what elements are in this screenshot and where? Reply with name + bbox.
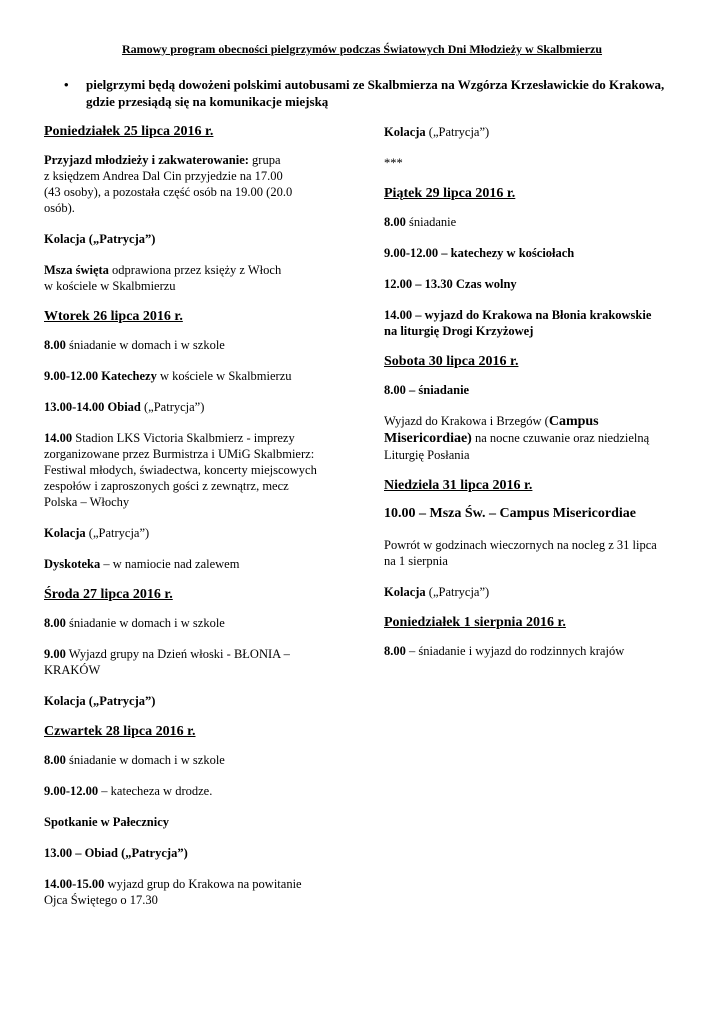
supper-entry: Kolacja („Patrycja”) (384, 585, 490, 599)
supper-entry: Kolacja („Patrycja”) (384, 125, 490, 139)
breakfast-entry: 8.00 śniadanie w domach i w szkole (44, 753, 225, 767)
right-column (384, 124, 684, 674)
supper-entry: Kolacja („Patrycja”) (44, 232, 156, 246)
departure-entry: 8.00 – śniadanie i wyjazd do rodzinnych krajów (384, 644, 625, 658)
separator-stars: *** (384, 156, 403, 170)
day-heading-monday-1: Poniedziałek 1 sierpnia 2016 r. (384, 615, 566, 630)
lunch-entry: 13.00-14.00 Obiad („Patrycja”) (44, 400, 205, 414)
pope-welcome-entry: 14.00-15.00 wyjazd grup do Krakowa na powitanie Ojca Świętego o 17.30 (44, 877, 302, 907)
catechesis-entry: 9.00-12.00 – katecheza w drodze. (44, 784, 213, 798)
day-heading-wednesday-27: Środa 27 lipca 2016 r. (44, 587, 173, 602)
catechesis-entry: 9.00-12.00 Katechezy w kościele w Skalbmierzu (44, 369, 292, 383)
catechesis-entry: 9.00-12.00 – katechezy w kościołach (384, 246, 575, 260)
meeting-entry: Spotkanie w Pałecznicy (44, 815, 169, 829)
day-heading-saturday-30: Sobota 30 lipca 2016 r. (384, 354, 519, 369)
breakfast-entry: 8.00 śniadanie (384, 215, 457, 229)
vigil-entry: Wyjazd do Krakowa i Brzegów (Campus Misericordiae) na nocne czuwanie oraz niedzielną Liturgię Posłania (384, 414, 650, 462)
return-entry: Powrót w godzinach wieczornych na nocleg z 31 lipca na 1 sierpnia (384, 538, 657, 568)
day-heading-friday-29: Piątek 29 lipca 2016 r. (384, 186, 516, 201)
free-time-entry: 12.00 – 13.30 Czas wolny (384, 277, 517, 291)
day-heading-thursday-28: Czwartek 28 lipca 2016 r. (44, 724, 196, 739)
day-heading-tuesday-26: Wtorek 26 lipca 2016 r. (44, 309, 183, 324)
bullet-text: pielgrzymi będą dowożeni polskimi autobusami ze Skalbmierza na Wzgórza Krzesławickie do Krakowa, gdzie przesiądą się na komunikacje miejską (86, 77, 665, 109)
supper-entry: Kolacja („Patrycja”) (44, 694, 156, 708)
supper-entry: Kolacja („Patrycja”) (44, 526, 150, 540)
arrival-entry: Przyjazd młodzieży i zakwaterowanie: grupa z księdzem Andrea Dal Cin przyjedzie na 17.00 (43 osoby), a pozostała część osób na 19.00 (20.0 osób). (44, 153, 293, 215)
lunch-entry: 13.00 – Obiad („Patrycja”) (44, 846, 188, 860)
day-heading-sunday-31: Niedziela 31 lipca 2016 r. (384, 478, 533, 493)
holy-mass-entry: 10.00 – Msza Św. – Campus Misericordiae (384, 506, 636, 521)
day-heading-monday-25: Poniedziałek 25 lipca 2016 r. (44, 124, 214, 139)
stadium-events-entry: 14.00 Stadion LKS Victoria Skalbmierz - imprezy zorganizowane przez Burmistrza i UMiG Skalbmierz: Festiwal młodych, świadectwa, koncerty miejscowych zespołów i zaproszonych gości z zewnątrz, mecz Polska – Włochy (44, 431, 317, 509)
disco-entry: Dyskoteka – w namiocie nad zalewem (44, 557, 240, 571)
document-title: Ramowy program obecności pielgrzymów podczas Światowych Dni Młodzieży w Skalbmierzu (121, 42, 603, 56)
mass-entry: Msza święta odprawiona przez księży z Włoch w kościele w Skalbmierzu (44, 263, 282, 293)
intro-bullet (64, 76, 694, 110)
breakfast-entry: 8.00 – śniadanie (384, 383, 470, 397)
bullet-icon: • (64, 77, 69, 92)
italian-day-entry: 9.00 Wyjazd grupy na Dzień włoski - BŁONIA – KRAKÓW (44, 647, 290, 677)
breakfast-entry: 8.00 śniadanie w domach i w szkole (44, 616, 225, 630)
breakfast-entry: 8.00 śniadanie w domach i w szkole (44, 338, 225, 352)
left-column (44, 124, 349, 923)
way-of-cross-entry: 14.00 – wyjazd do Krakowa na Błonia krakowskie na liturgię Drogi Krzyżowej (384, 308, 652, 338)
